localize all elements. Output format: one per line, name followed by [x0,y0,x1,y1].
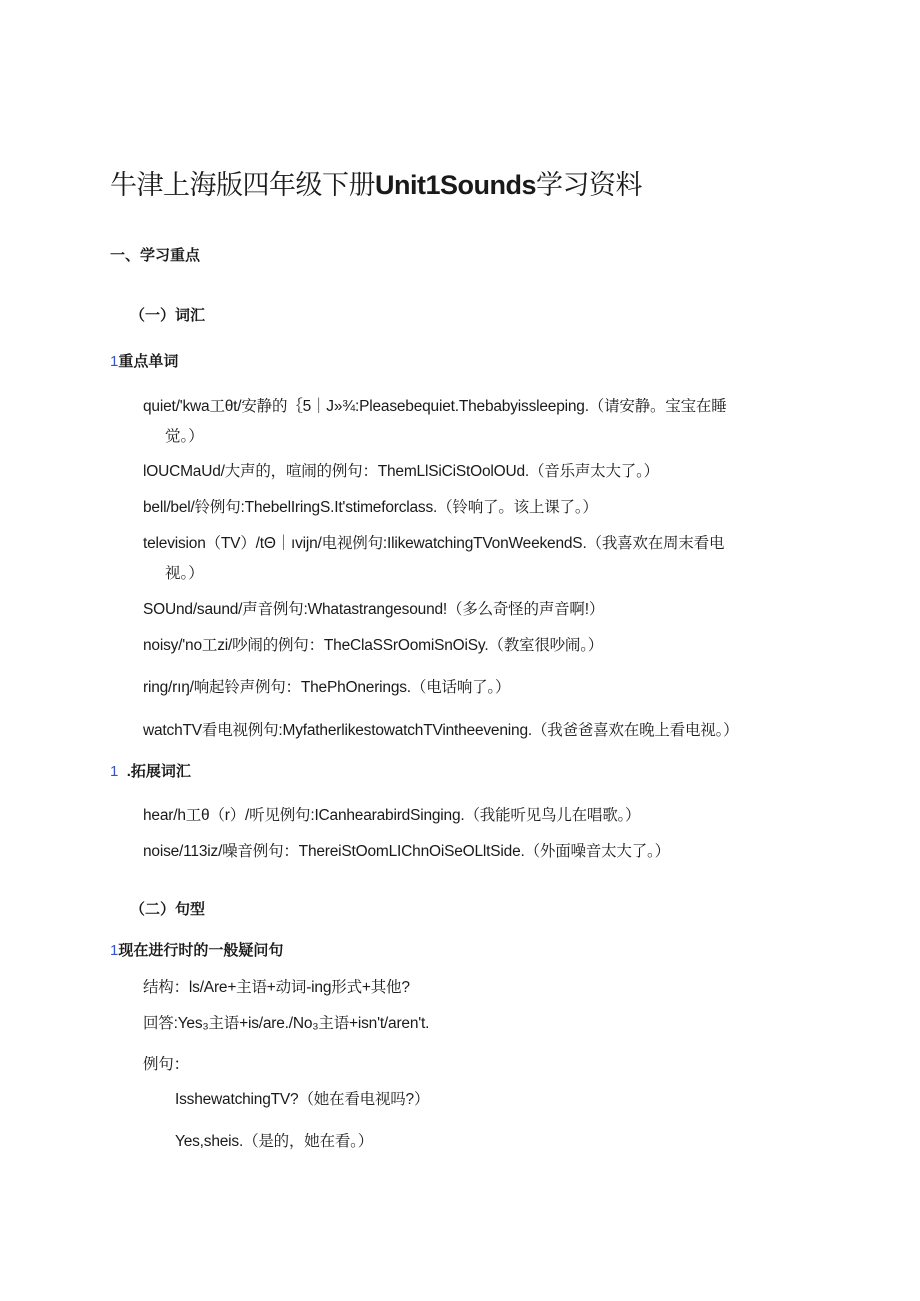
heading-number: 1 [110,942,119,959]
pattern-example-label: 例句： [143,1056,189,1073]
pattern-structure: 结构：ls/Are+主语+动词-ing形式+其他? [143,979,410,996]
pattern-example-question: IsshewatchingTV?（她在看电视吗?） [175,1091,430,1108]
vocab-line-quiet: quiet/'kwa工θt/安静的｛5｜J»¾:Pleasebequiet.Thebabyissleeping.（请安静。宝宝在睡 [143,398,727,415]
vocab-line-noise: noise/113iz/噪音例句：ThereiStOomLIChnOiSeOLltSide.（外面噪音太大了。） [143,843,670,860]
heading-text: 重点单词 [118,353,179,370]
vocab-line-television: television（TV）/tΘ｜ıvijn/电视例句:IlikewatchingTVonWeekendS.（我喜欢在周末看电 [143,535,725,552]
heading-text: .拓展词汇 [126,763,191,780]
vocab-line-ring: ring/rıŋ/响起铃声例句：ThePhOnerings.（电话响了。） [143,679,511,696]
heading-text: 现在进行时的一般疑问句 [118,942,284,959]
page-title [110,163,642,202]
vocab-line-quiet-cont: 觉。） [165,428,204,445]
vocab-line-television-cont: 视。） [165,565,204,582]
title-prefix: 牛津上海版四年级下册 [110,170,375,200]
key-words-heading [110,350,178,371]
vocab-line-bell: bell/bel/铃例句:ThebelIringS.It'stimeforclass.（铃响了。该上课了。） [143,499,598,516]
section-heading-focus: 一、学习重点 [110,247,201,264]
sentence-heading: （二）句型 [130,901,206,918]
vocab-line-hear: hear/h工θ（r）/听见例句:ICanhearabirdSinging.（我能听见鸟儿在唱歌。） [143,807,641,824]
vocab-line-sound: SOUnd/saund/声音例句:Whatastrangesound!（多么奇怪的声音啊!） [143,601,605,618]
pattern-example-answer: Yes,sheis.（是的，她在看。） [175,1133,374,1150]
vocab-heading: （一）词汇 [130,307,206,324]
heading-number: 1 [110,763,119,780]
vocab-line-watch-tv: watchTV看电视例句:MyfatherlikestowatchTVintheevening.（我爸爸喜欢在晚上看电视。） [143,722,739,739]
heading-number: 1 [110,353,119,370]
title-unit: Unit1Sounds [375,170,536,200]
vocab-line-loud: lOUCMaUd/大声的，喧闹的例句：ThemLlSiCiStOolOUd.（音乐声太大了。） [143,463,659,480]
pattern-answer: 回答:Yes₃主语+is/are./No₃主语+isn't/aren't. [143,1015,430,1032]
vocab-line-noisy: noisy/'no工zi/吵闹的例句：TheClaSSrOomiSnOiSy.（教室很吵闹。） [143,637,604,654]
pattern-heading [110,939,283,960]
ext-words-heading [110,760,191,781]
title-suffix: 学习资料 [536,170,642,200]
